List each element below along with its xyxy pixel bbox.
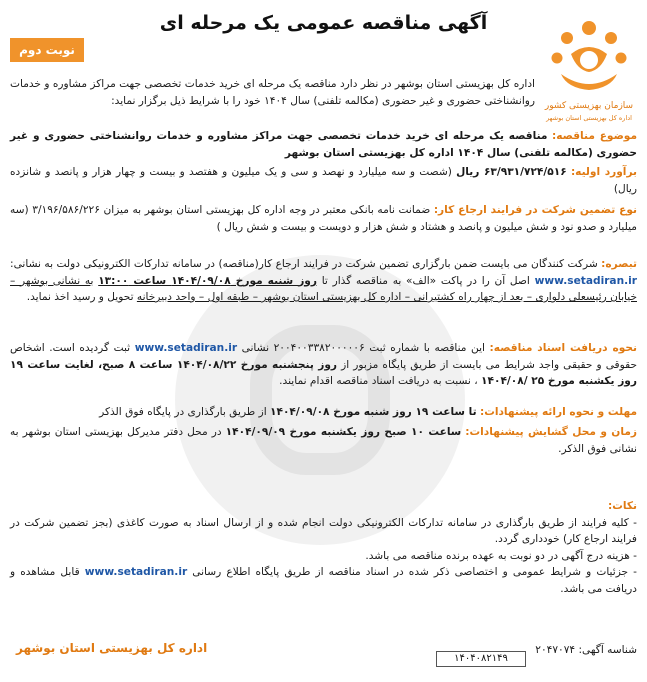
notes-setadiran-link[interactable]: www.setadiran.ir bbox=[84, 566, 188, 578]
notes-label: نکات: bbox=[608, 500, 637, 512]
submission-deadline: تا ساعت ۱۹ روز شنبه مورخ ۱۴۰۴/۰۹/۰۸ bbox=[270, 406, 477, 418]
logo-text-line2: اداره کل بهزیستی استان بوشهر bbox=[546, 114, 632, 122]
welfare-organization-logo bbox=[541, 14, 637, 126]
submission-label: مهلت و نحوه ارائه پیشنهادات: bbox=[479, 406, 637, 418]
guarantee-text: ضمانت نامه بانکی معتبر در وجه اداره کل بهزیستی استان بوشهر به میزان ۳/۱۹۶/۵۸۶/۲۲۶ (سه میلیارد و صدو نود و شش میلیون و پانصد و هشتاد و شش هزار و دویست و بیست و شش ریال ) bbox=[10, 204, 637, 233]
notes-item-3-text: - جزئیات و شرایط عمومی و اختصاصی ذکر شده در اسناد مناقصه از طریق پایگاه اطلاع رسانی bbox=[192, 566, 638, 578]
estimate-words: (شصت و سه میلیارد و نهصد و سی و یک میلیون و هفتصد و بیست و چهار هزار و پانصد و شانزده ریال) bbox=[10, 166, 637, 195]
ad-code-box: ۱۴۰۴۰۸۲۱۴۹ bbox=[436, 651, 526, 667]
submission-text: از طریق بارگذاری در پایگاه فوق الذکر bbox=[99, 406, 267, 418]
subject-text: مناقصه یک مرحله ای خرید خدمات تخصصی جهت مراکز مشاوره و خدمات روانشناختی حضوری و غیر حضوری (مکالمه تلفنی) سال ۱۴۰۴ اداره کل بهزیستی استان بوشهر bbox=[10, 130, 637, 159]
notes-item-2: - هزینه درج آگهی در دو نوبت به عهده برنده مناقصه می باشد. bbox=[365, 549, 637, 562]
footer-organization: اداره کل بهزیستی استان بوشهر bbox=[16, 641, 208, 655]
submission-section bbox=[10, 404, 637, 421]
notes-item-3 bbox=[10, 564, 637, 597]
note-text4: تحویل و رسید اخذ نماید. bbox=[26, 291, 134, 303]
docs-label: نحوه دریافت اسناد مناقصه: bbox=[489, 342, 637, 354]
guarantee-label: نوع تضمین شرکت در فرایند ارجاع کار: bbox=[433, 204, 637, 216]
subject-label: موضوع مناقصه: bbox=[551, 130, 638, 142]
note-section bbox=[10, 256, 637, 306]
docs-section bbox=[10, 340, 637, 390]
notes-section bbox=[10, 498, 637, 597]
note-text1: شرکت کنندگان می بایست ضمن بارگزاری تضمین شرکت در فرایند ارجاع کار(مناقصه) در سامانه تدارکات الکترونیکی دولت به نشانی: bbox=[10, 258, 598, 270]
ad-id: شناسه آگهی: ۲۰۴۷۰۷۴ bbox=[535, 644, 637, 656]
note-text2: اصل آن را در پاکت «الف» به مناقصه گذار تا bbox=[321, 274, 530, 287]
intro-block bbox=[10, 76, 535, 109]
docs-setadiran-link[interactable]: www.setadiran.ir bbox=[134, 342, 238, 354]
opening-when: ساعت ۱۰ صبح روز یکشنبه مورخ ۱۴۰۴/۰۹/۰۹ bbox=[225, 426, 462, 438]
opening-section bbox=[10, 424, 637, 457]
second-round-badge: نوبت دوم bbox=[10, 38, 84, 62]
subject-section bbox=[10, 128, 637, 161]
intro-text: اداره کل بهزیستی استان بوشهر در نظر دارد مناقصه یک مرحله ای خرید خدمات تخصصی جهت مراکز مشاوره و خدمات روانشناختی حضوری و غیر حضوری (مکالمه تلفنی) سال ۱۴۰۴ خود را با شرایط ذیل برگزار نماید: bbox=[10, 78, 535, 107]
opening-label: زمان و محل گشایش پیشنهادات: bbox=[465, 426, 637, 438]
note-address: به نشانی بوشهر – خیابان رئیسعلی دلواری – بعد از چهار راه کشتیرانی – اداره کل بهزیستی استان بوشهر – طبقه اول – واحد دبیرخانه bbox=[10, 274, 637, 303]
notes-item-3-tail: قابل مشاهده و دریافت می باشد. bbox=[10, 566, 637, 595]
estimate-amount: ۶۳/۹۳۱/۷۲۴/۵۱۶ ریال bbox=[456, 166, 567, 178]
note-label: تبصره: bbox=[601, 258, 637, 270]
notes-item-1: - کلیه فرایند از طریق بارگذاری در سامانه تدارکات الکترونیکی دولت انجام شده و از ارسال اسناد به صورت کاغذی (بجز تضمین شرکت در فرایند ارجاع کار) خودداری گردد. bbox=[10, 516, 637, 545]
guarantee-section bbox=[10, 202, 637, 235]
logo-text-line1: سازمان بهزیستی کشور bbox=[544, 101, 634, 111]
estimate-label: برآورد اولیه: bbox=[570, 166, 638, 178]
setadiran-link[interactable]: www.setadiran.ir bbox=[534, 274, 637, 287]
docs-text3: ، نسبت به دریافت اسناد مناقصه اقدام نمایند. bbox=[279, 375, 478, 387]
docs-text2: ثبت گردیده است. اشخاص حقوقی و حقیقی واجد شرایط می بایست از طریق پایگاه مزبور از bbox=[10, 342, 637, 371]
estimate-section bbox=[10, 164, 637, 197]
notice-title: آگهی مناقصه عمومی یک مرحله ای bbox=[159, 12, 488, 34]
docs-date-range: روز پنجشنبه مورخ ۱۴۰۴/۰۸/۲۲ ساعت ۸ صبح، لغایت ساعت ۱۹ روز یکشنبه مورخ ۲۵ /۱۴۰۴/۰۸ bbox=[10, 358, 637, 387]
docs-text1: این مناقصه با شماره ثبت ۲۰۰۴۰۰۳۳۸۲۰۰۰۰۰۶ نشانی bbox=[241, 342, 485, 354]
note-deadline: روز شنبه مورخ ۱۴۰۴/۰۹/۰۸ ساعت ۱۳:۰۰ bbox=[98, 274, 317, 287]
opening-text: در محل دفتر مدیرکل بهزیستی استان بوشهر به نشانی فوق الذکر. bbox=[10, 426, 637, 455]
